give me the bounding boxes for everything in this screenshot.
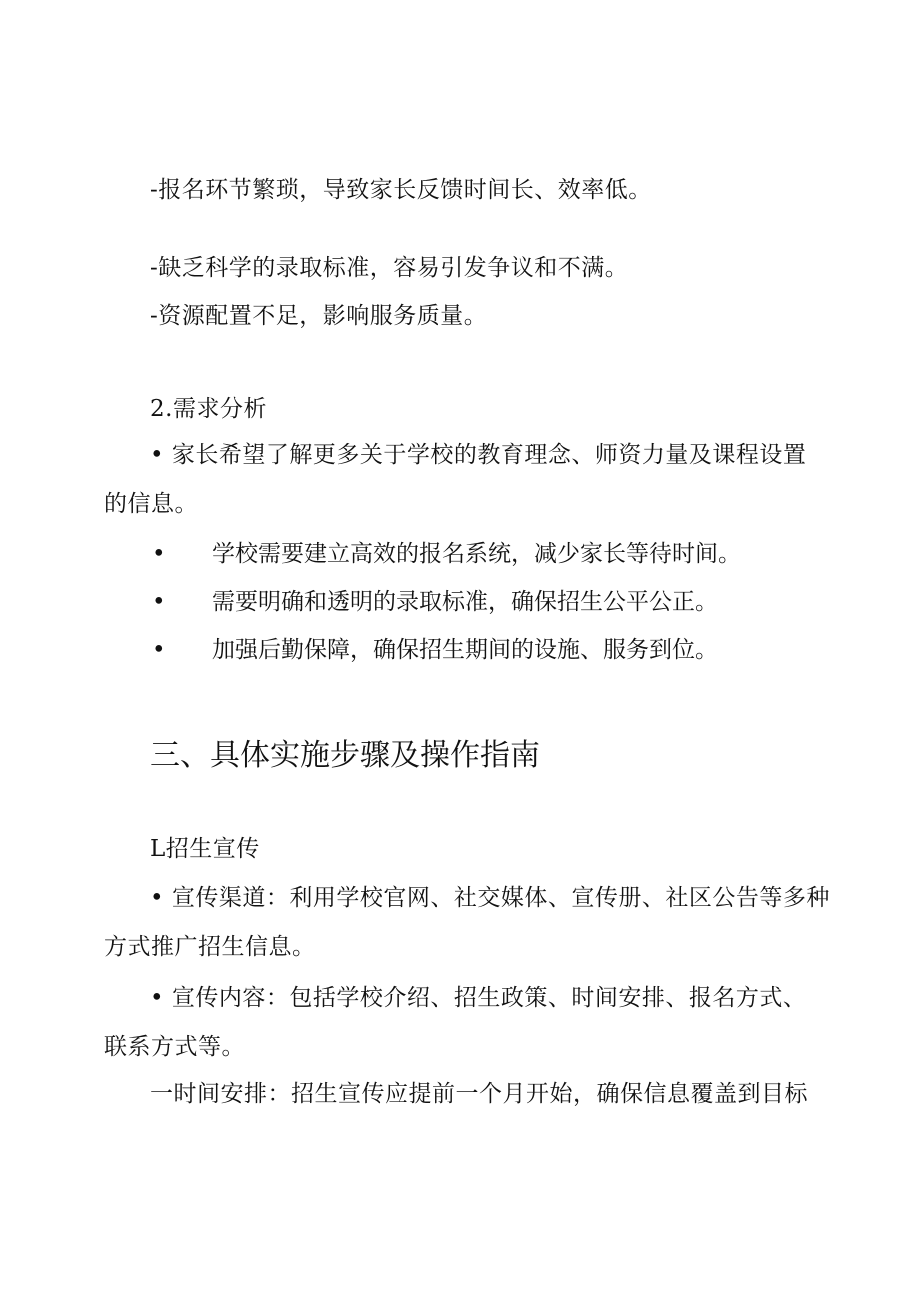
needs-bullet-3 bbox=[152, 635, 718, 665]
needs-item-1-line-2: 的信息。 bbox=[104, 491, 198, 517]
needs-bullet-3-text: 加强后勤保障，确保招生期间的设施、服务到位。 bbox=[212, 637, 718, 663]
needs-bullet-2-text: 需要明确和透明的录取标准，确保招生公平公正。 bbox=[212, 589, 718, 615]
needs-bullet-1 bbox=[152, 539, 741, 569]
problem-item-2: -缺乏科学的录取标准，容易引发争议和不满。 bbox=[150, 255, 629, 281]
needs-bullet-1-text: 学校需要建立高效的报名系统，减少家长等待时间。 bbox=[212, 541, 741, 567]
bullet-mark: • bbox=[152, 637, 166, 663]
needs-item-1-line-1: • 家长希望了解更多关于学校的教育理念、师资力量及课程设置 bbox=[150, 442, 807, 468]
promotion-title: L招生宣传 bbox=[150, 836, 260, 862]
promotion-content-line-1: • 宣传内容：包括学校介绍、招生政策、时间安排、报名方式、 bbox=[150, 985, 807, 1011]
bullet-mark: • bbox=[152, 541, 166, 567]
needs-bullet-2 bbox=[152, 587, 718, 617]
section-3-heading: 三、具体实施步骤及操作指南 bbox=[150, 738, 540, 773]
promotion-schedule-line-1: 一时间安排：招生宣传应提前一个月开始，确保信息覆盖到目标 bbox=[150, 1081, 808, 1107]
problem-item-1: -报名环节繁琐，导致家长反馈时间长、效率低。 bbox=[150, 177, 652, 203]
bullet-mark: • bbox=[152, 589, 166, 615]
promotion-content-line-2: 联系方式等。 bbox=[104, 1034, 245, 1060]
problem-item-3: -资源配置不足，影响服务质量。 bbox=[150, 303, 488, 329]
needs-title: 2.需求分析 bbox=[150, 396, 267, 422]
promotion-channels-line-1: • 宣传渠道：利用学校官网、社交媒体、宣传册、社区公告等多种 bbox=[150, 885, 830, 911]
promotion-channels-line-2: 方式推广招生信息。 bbox=[104, 934, 316, 960]
